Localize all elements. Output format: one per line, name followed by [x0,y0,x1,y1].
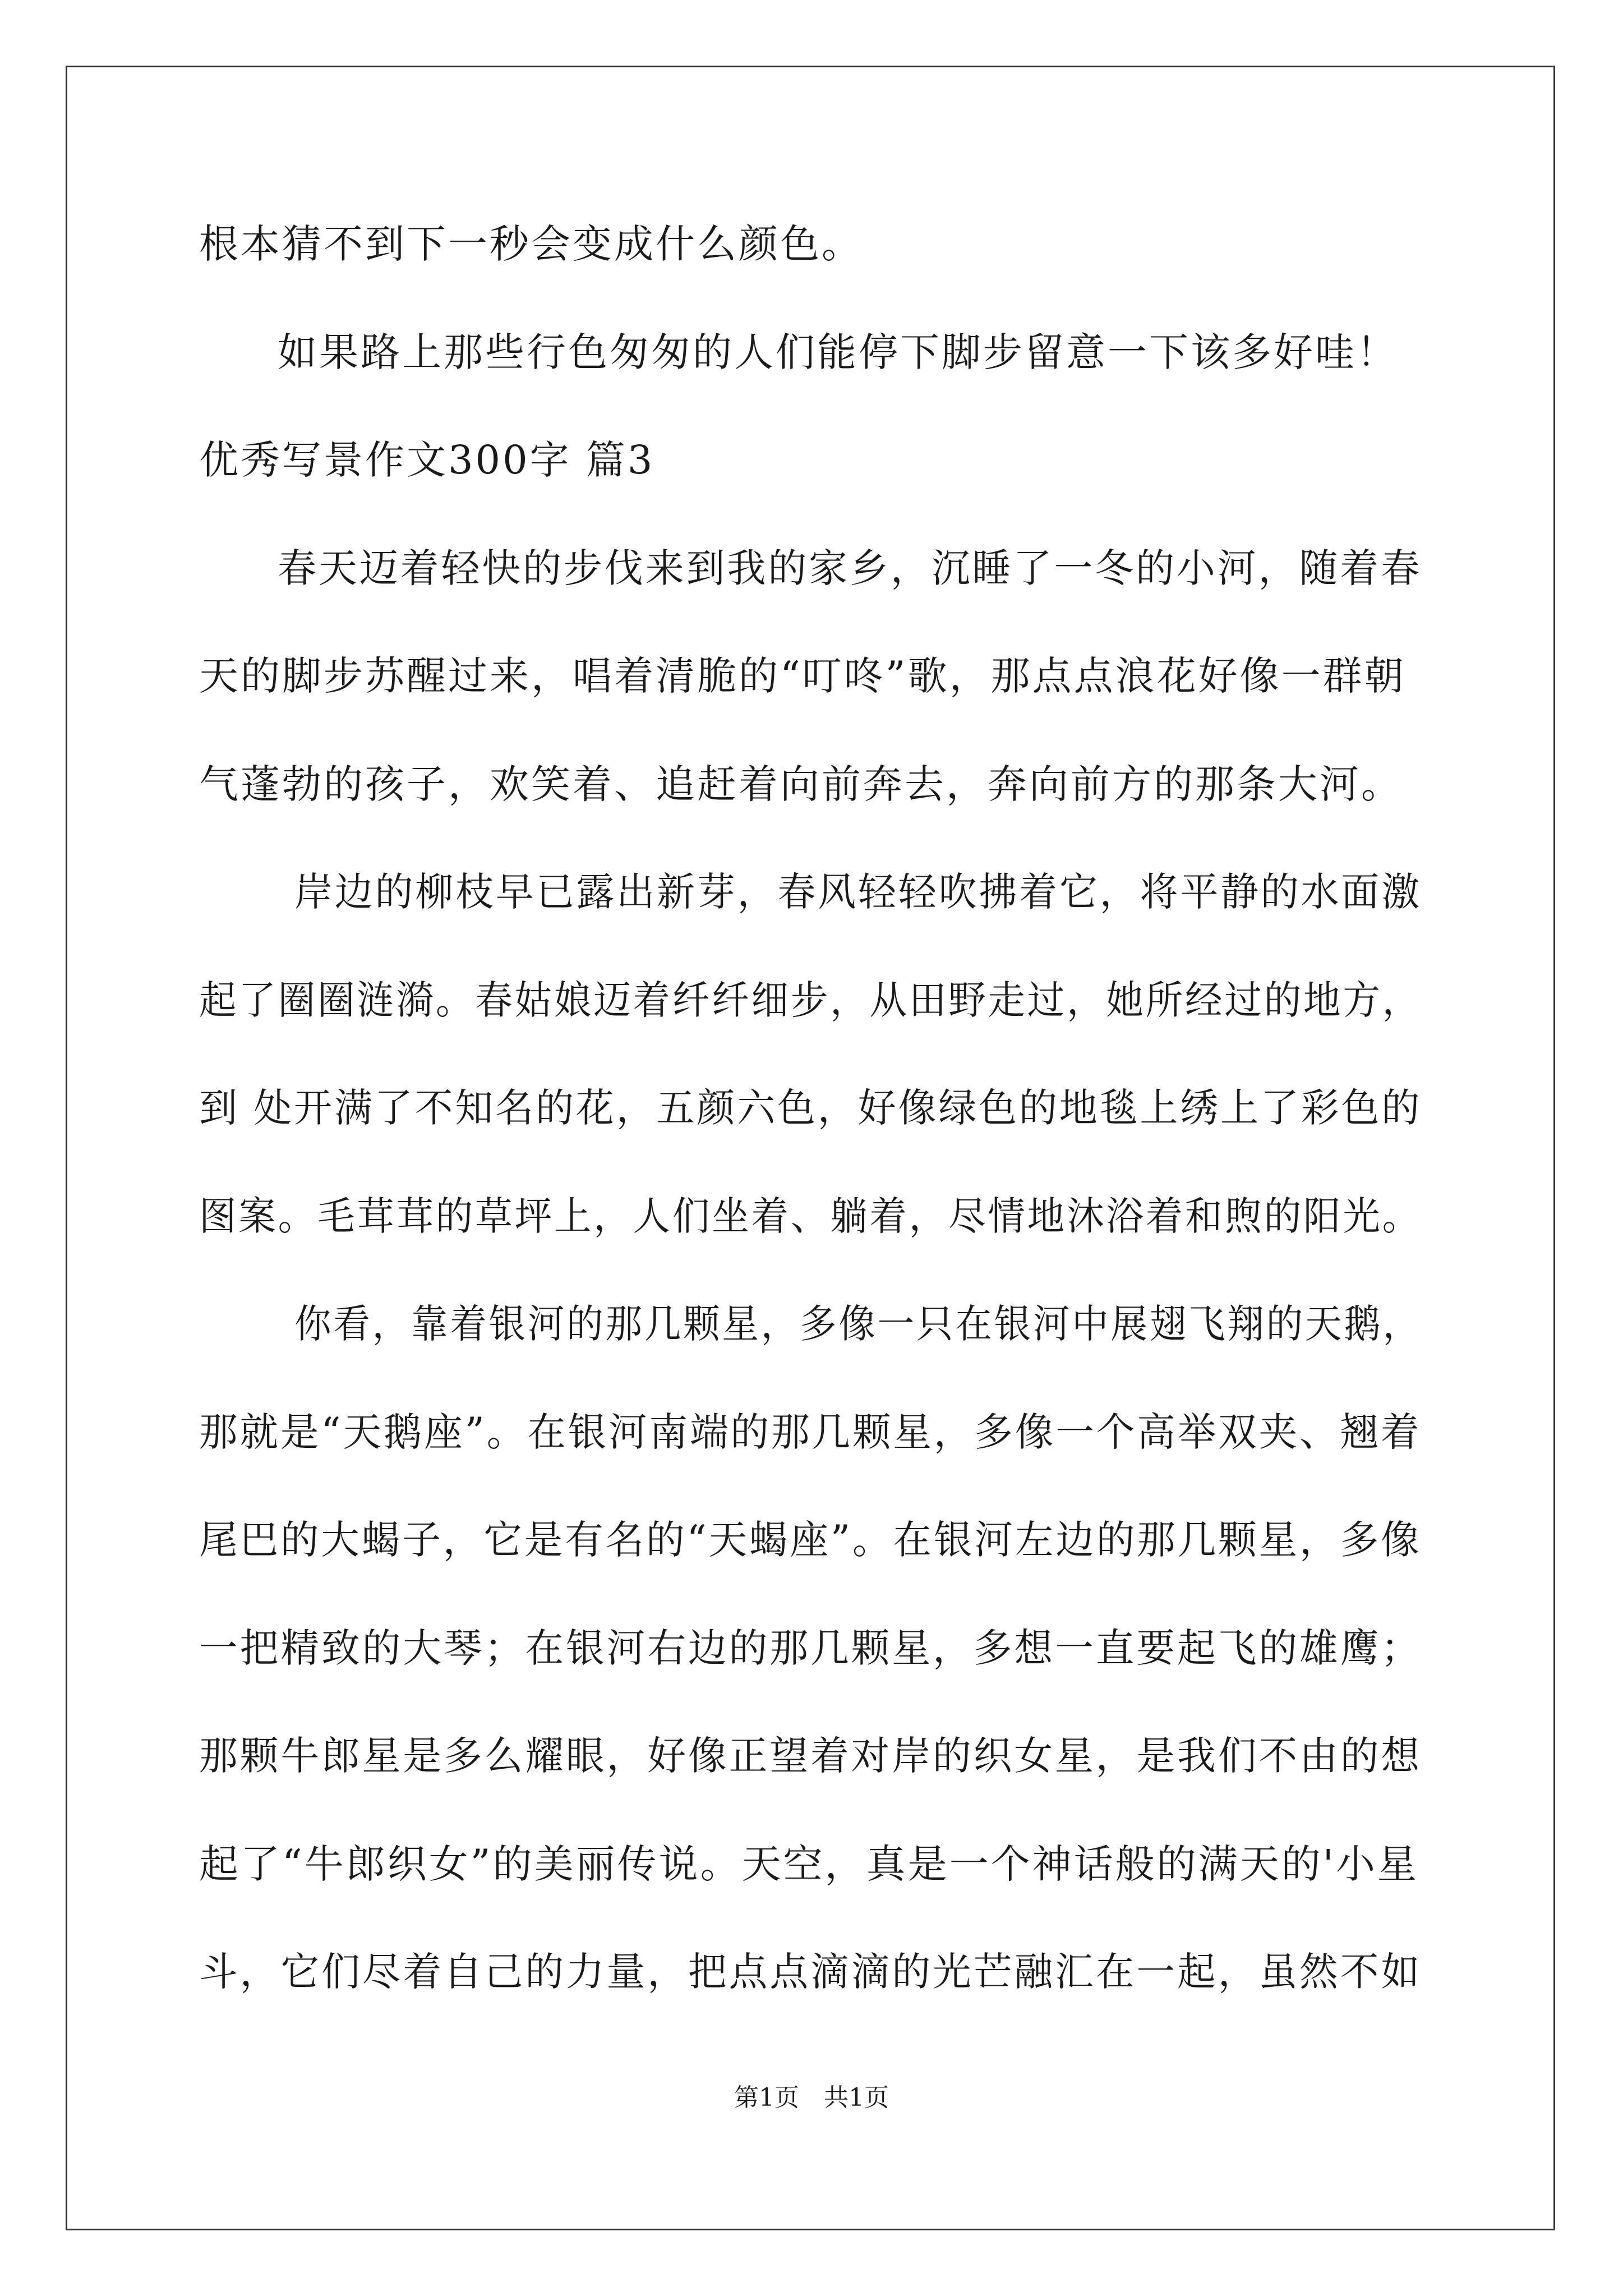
paragraph-line: 一把精致的大琴；在银河右边的那几颗星，多想一直要起飞的雄鹰； [199,1625,1422,1671]
paragraph-line: 到 处开满了不知名的花，五颜六色，好像绿色的地毯上绣上了彩色的 [199,1085,1422,1131]
paragraph-line: 斗，它们尽着自己的力量，把点点滴滴的光芒融汇在一起，虽然不如 [199,1949,1422,1995]
paragraph-line: 起了圈圈涟漪。春姑娘迈着纤纤细步，从田野走过，她所经过的地方， [199,977,1422,1023]
paragraph-line: 如果路上那些行色匆匆的人们能停下脚步留意一下该多好哇！ [278,329,1398,375]
paragraph-line: 那就是“天鹅座”。在银河南端的那几颗星，多像一个高举双夹、翘着 [199,1409,1422,1455]
text-line: 根本猜不到下一秒会变成什么颜色。 [199,221,863,267]
paragraph-line: 尾巴的大蝎子，它是有名的“天蝎座”。在银河左边的那几颗星，多像 [199,1517,1422,1563]
paragraph-line: 图案。毛茸茸的草坪上，人们坐着、躺着，尽情地沐浴着和煦的阳光。 [199,1193,1422,1239]
paragraph-line: 起了“牛郎织女”的美丽传说。天空，真是一个神话般的满天的'小星 [199,1841,1419,1887]
paragraph-line: 你看，靠着银河的那几颗星，多像一只在银河中展翅飞翔的天鹅， [294,1301,1422,1347]
page-border [66,66,1555,2230]
paragraph-line: 那颗牛郎星是多么耀眼，好像正望着对岸的织女星，是我们不由的想 [199,1733,1422,1779]
paragraph-line: 天的脚步苏醒过来，唱着清脆的“叮咚”歌，那点点浪花好像一群朝 [199,653,1406,699]
paragraph-line: 气蓬勃的孩子，欢笑着、追赶着向前奔去，奔向前方的那条大河。 [199,761,1403,807]
paragraph-line: 春天迈着轻快的步伐来到我的家乡，沉睡了一冬的小河，随着春 [278,545,1422,591]
paragraph-line: 岸边的柳枝早已露出新芽，春风轻轻吹拂着它，将平静的水面激 [294,869,1422,915]
page-footer: 第1页 共1页 [734,2083,889,2112]
section-heading: 优秀写景作文300字 篇3 [199,437,655,483]
